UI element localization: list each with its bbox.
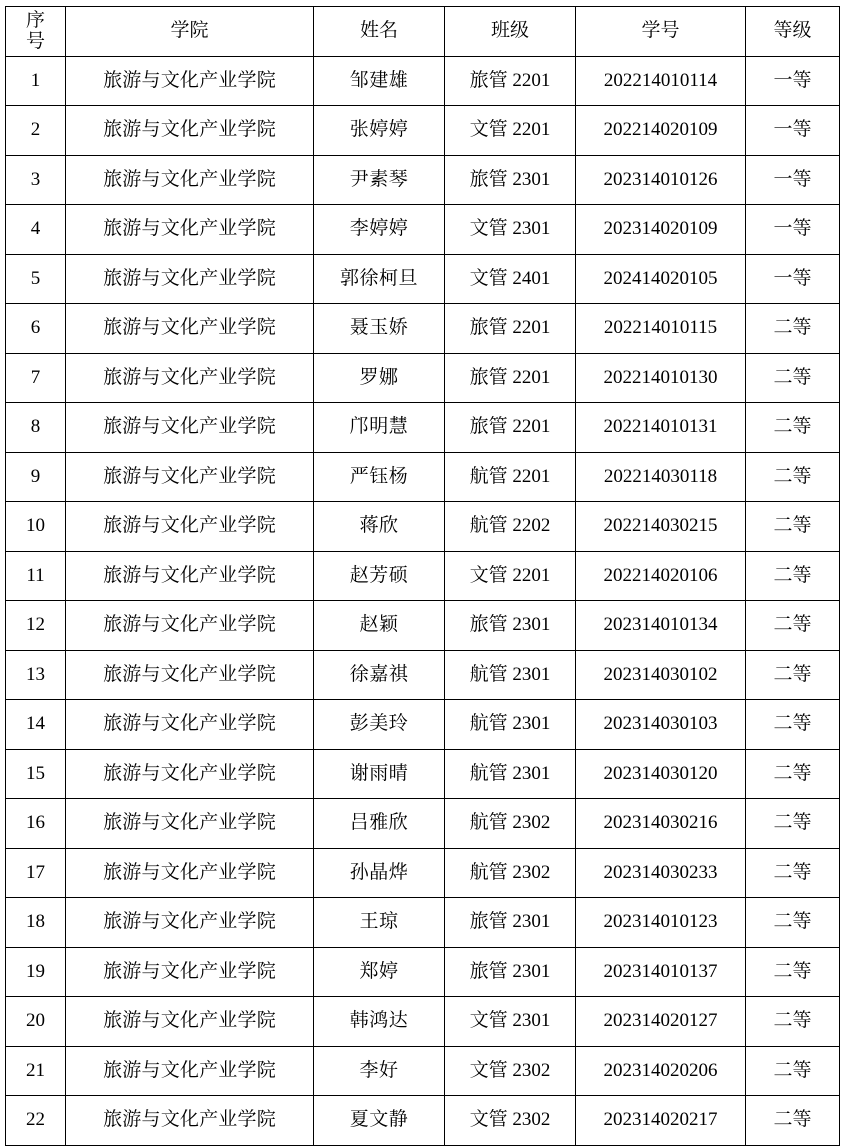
column-header-index-line1: 序 <box>25 9 45 31</box>
row-level: 一等 <box>746 254 840 304</box>
row-college: 旅游与文化产业学院 <box>66 254 314 304</box>
row-student-id: 202314010134 <box>576 601 746 651</box>
table-row <box>6 601 840 651</box>
row-level: 一等 <box>746 56 840 106</box>
row-name: 李婷婷 <box>314 205 445 255</box>
row-class: 旅管 2301 <box>445 155 576 205</box>
row-class: 旅管 2201 <box>445 353 576 403</box>
table-body <box>6 56 840 1145</box>
row-college: 旅游与文化产业学院 <box>66 205 314 255</box>
row-name: 夏文静 <box>314 1096 445 1146</box>
row-level: 二等 <box>746 848 840 898</box>
row-index: 8 <box>6 403 66 453</box>
row-college: 旅游与文化产业学院 <box>66 502 314 552</box>
row-class: 航管 2301 <box>445 650 576 700</box>
row-college: 旅游与文化产业学院 <box>66 650 314 700</box>
row-name: 郑婷 <box>314 947 445 997</box>
row-student-id: 202414020105 <box>576 254 746 304</box>
row-student-id: 202314020217 <box>576 1096 746 1146</box>
row-college: 旅游与文化产业学院 <box>66 1096 314 1146</box>
row-class: 文管 2301 <box>445 997 576 1047</box>
row-name: 孙晶烨 <box>314 848 445 898</box>
row-name: 张婷婷 <box>314 106 445 156</box>
row-class: 文管 2301 <box>445 205 576 255</box>
row-student-id: 202214020106 <box>576 551 746 601</box>
row-level: 二等 <box>746 601 840 651</box>
row-college: 旅游与文化产业学院 <box>66 749 314 799</box>
row-name: 谢雨晴 <box>314 749 445 799</box>
column-header-college: 学院 <box>66 7 314 57</box>
row-name: 尹素琴 <box>314 155 445 205</box>
row-level: 二等 <box>746 502 840 552</box>
row-name: 邝明慧 <box>314 403 445 453</box>
row-level: 二等 <box>746 353 840 403</box>
table-row <box>6 799 840 849</box>
row-college: 旅游与文化产业学院 <box>66 997 314 1047</box>
row-index: 15 <box>6 749 66 799</box>
row-name: 赵颖 <box>314 601 445 651</box>
row-level: 二等 <box>746 650 840 700</box>
row-index: 12 <box>6 601 66 651</box>
row-level: 二等 <box>746 304 840 354</box>
row-name: 聂玉娇 <box>314 304 445 354</box>
row-college: 旅游与文化产业学院 <box>66 848 314 898</box>
row-name: 赵芳硕 <box>314 551 445 601</box>
row-college: 旅游与文化产业学院 <box>66 155 314 205</box>
row-name: 韩鸿达 <box>314 997 445 1047</box>
row-college: 旅游与文化产业学院 <box>66 56 314 106</box>
scholarship-table <box>5 6 840 1146</box>
column-header-class: 班级 <box>445 7 576 57</box>
row-name: 彭美玲 <box>314 700 445 750</box>
row-index: 7 <box>6 353 66 403</box>
row-student-id: 202314020206 <box>576 1046 746 1096</box>
row-index: 13 <box>6 650 66 700</box>
row-student-id: 202314030103 <box>576 700 746 750</box>
table-row <box>6 749 840 799</box>
table-row <box>6 304 840 354</box>
row-student-id: 202214030118 <box>576 452 746 502</box>
table-header <box>6 7 840 57</box>
row-level: 二等 <box>746 403 840 453</box>
row-class: 文管 2201 <box>445 106 576 156</box>
row-name: 徐嘉祺 <box>314 650 445 700</box>
row-index: 5 <box>6 254 66 304</box>
row-class: 航管 2301 <box>445 700 576 750</box>
row-student-id: 202314020127 <box>576 997 746 1047</box>
row-name: 李好 <box>314 1046 445 1096</box>
column-header-index-line2: 号 <box>25 31 45 53</box>
row-index: 9 <box>6 452 66 502</box>
row-college: 旅游与文化产业学院 <box>66 551 314 601</box>
row-student-id: 202314010126 <box>576 155 746 205</box>
row-student-id: 202314030120 <box>576 749 746 799</box>
row-level: 一等 <box>746 205 840 255</box>
table-row <box>6 898 840 948</box>
row-name: 郭徐柯旦 <box>314 254 445 304</box>
row-college: 旅游与文化产业学院 <box>66 1046 314 1096</box>
table-row <box>6 1046 840 1096</box>
row-class: 旅管 2301 <box>445 898 576 948</box>
row-index: 21 <box>6 1046 66 1096</box>
row-college: 旅游与文化产业学院 <box>66 601 314 651</box>
row-class: 旅管 2301 <box>445 601 576 651</box>
row-student-id: 202314010123 <box>576 898 746 948</box>
table-row <box>6 650 840 700</box>
row-student-id: 202314030216 <box>576 799 746 849</box>
row-index: 10 <box>6 502 66 552</box>
row-class: 航管 2201 <box>445 452 576 502</box>
row-student-id: 202314030233 <box>576 848 746 898</box>
row-class: 航管 2202 <box>445 502 576 552</box>
row-index: 4 <box>6 205 66 255</box>
row-class: 航管 2302 <box>445 799 576 849</box>
row-name: 吕雅欣 <box>314 799 445 849</box>
row-index: 22 <box>6 1096 66 1146</box>
row-index: 16 <box>6 799 66 849</box>
row-level: 一等 <box>746 155 840 205</box>
row-student-id: 202214010131 <box>576 403 746 453</box>
table-row <box>6 403 840 453</box>
table-row <box>6 997 840 1047</box>
row-level: 二等 <box>746 799 840 849</box>
row-index: 19 <box>6 947 66 997</box>
row-level: 二等 <box>746 452 840 502</box>
row-index: 20 <box>6 997 66 1047</box>
row-student-id: 202214020109 <box>576 106 746 156</box>
row-class: 旅管 2201 <box>445 304 576 354</box>
table-row <box>6 56 840 106</box>
row-student-id: 202214010130 <box>576 353 746 403</box>
column-header-index <box>6 7 66 57</box>
table-row <box>6 353 840 403</box>
table-row <box>6 502 840 552</box>
row-index: 3 <box>6 155 66 205</box>
row-level: 二等 <box>746 898 840 948</box>
column-header-level: 等级 <box>746 7 840 57</box>
table-row <box>6 947 840 997</box>
row-college: 旅游与文化产业学院 <box>66 353 314 403</box>
column-header-name: 姓名 <box>314 7 445 57</box>
row-class: 旅管 2201 <box>445 403 576 453</box>
row-college: 旅游与文化产业学院 <box>66 898 314 948</box>
row-level: 二等 <box>746 997 840 1047</box>
row-index: 17 <box>6 848 66 898</box>
row-student-id: 202214010115 <box>576 304 746 354</box>
table-row <box>6 155 840 205</box>
row-student-id: 202214030215 <box>576 502 746 552</box>
row-level: 二等 <box>746 947 840 997</box>
row-level: 二等 <box>746 1096 840 1146</box>
row-student-id: 202314030102 <box>576 650 746 700</box>
table-row <box>6 551 840 601</box>
row-college: 旅游与文化产业学院 <box>66 403 314 453</box>
table-row <box>6 106 840 156</box>
row-index: 1 <box>6 56 66 106</box>
row-student-id: 202314020109 <box>576 205 746 255</box>
row-level: 二等 <box>746 749 840 799</box>
row-class: 旅管 2301 <box>445 947 576 997</box>
header-row <box>6 7 840 57</box>
table-row <box>6 700 840 750</box>
row-class: 文管 2302 <box>445 1096 576 1146</box>
table-row <box>6 848 840 898</box>
row-name: 邹建雄 <box>314 56 445 106</box>
row-college: 旅游与文化产业学院 <box>66 452 314 502</box>
row-index: 2 <box>6 106 66 156</box>
row-college: 旅游与文化产业学院 <box>66 304 314 354</box>
row-level: 二等 <box>746 700 840 750</box>
row-index: 6 <box>6 304 66 354</box>
row-class: 文管 2401 <box>445 254 576 304</box>
row-college: 旅游与文化产业学院 <box>66 947 314 997</box>
row-class: 航管 2302 <box>445 848 576 898</box>
row-index: 11 <box>6 551 66 601</box>
table-row <box>6 452 840 502</box>
row-index: 14 <box>6 700 66 750</box>
table-row <box>6 254 840 304</box>
row-level: 一等 <box>746 106 840 156</box>
row-class: 文管 2302 <box>445 1046 576 1096</box>
row-college: 旅游与文化产业学院 <box>66 799 314 849</box>
row-class: 航管 2301 <box>445 749 576 799</box>
row-college: 旅游与文化产业学院 <box>66 106 314 156</box>
table-row <box>6 1096 840 1146</box>
row-name: 罗娜 <box>314 353 445 403</box>
row-index: 18 <box>6 898 66 948</box>
row-college: 旅游与文化产业学院 <box>66 700 314 750</box>
row-class: 旅管 2201 <box>445 56 576 106</box>
table-row <box>6 205 840 255</box>
row-class: 文管 2201 <box>445 551 576 601</box>
column-header-student-id: 学号 <box>576 7 746 57</box>
row-name: 王琼 <box>314 898 445 948</box>
row-level: 二等 <box>746 1046 840 1096</box>
row-student-id: 202214010114 <box>576 56 746 106</box>
row-name: 蒋欣 <box>314 502 445 552</box>
row-name: 严钰杨 <box>314 452 445 502</box>
row-student-id: 202314010137 <box>576 947 746 997</box>
row-level: 二等 <box>746 551 840 601</box>
